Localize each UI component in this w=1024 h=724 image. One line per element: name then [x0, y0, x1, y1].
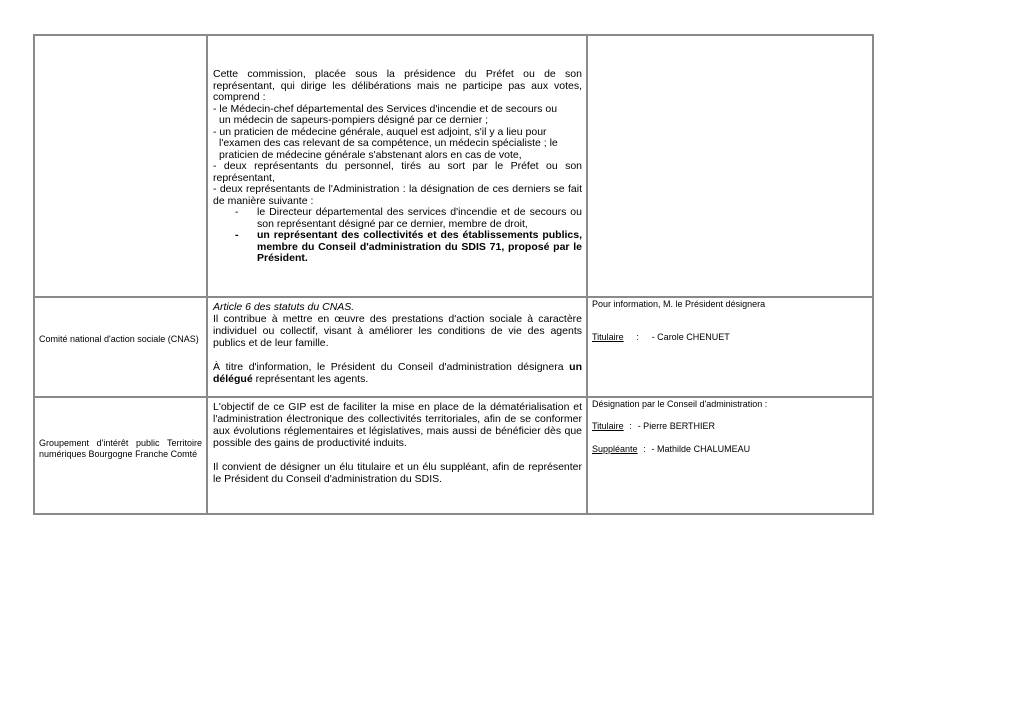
table-row: [34, 35, 873, 297]
paragraph: À titre d'information, le Président du Conseil d'administration désignera un délégué représentant les agents.: [213, 361, 582, 385]
description-cell: [207, 297, 587, 397]
suppleante-line: [592, 444, 868, 455]
table-row: [34, 397, 873, 514]
paragraph: Il contribue à mettre en œuvre des prestations d'action sociale à caractère individuel ou collectif, visant à améliorer les conditions de vie des agents publics et de leur famille.: [213, 313, 582, 349]
organism-cell: [34, 297, 207, 397]
titulaire-line: [592, 421, 868, 432]
dash-bullet: -: [235, 229, 239, 241]
titulaire-label: Titulaire: [592, 421, 624, 431]
designation-cell: [587, 297, 873, 397]
suppleante-label: Suppléante: [592, 444, 638, 454]
emphasis: un délégué: [213, 361, 582, 385]
organism-name: Comité national d'action sociale (CNAS): [39, 334, 199, 344]
member-line: - un praticien de médecine générale, auquel est adjoint, s'il y a lieu pour: [213, 125, 547, 138]
info-line: Pour information, M. le Président désignera: [592, 299, 766, 309]
member-line: praticien de médecine générale s'abstenant alors en cas de vote,: [219, 148, 522, 161]
designation-cell: [587, 397, 873, 514]
designation-cell: [587, 35, 873, 297]
list-item: [235, 207, 582, 230]
article-reference: Article 6 des statuts du CNAS.: [213, 301, 355, 313]
description-cell: [207, 35, 587, 297]
organism-name: Groupement d'intérêt public Territoire numériques Bourgogne Franche Comté: [39, 438, 202, 459]
colon: :: [629, 421, 632, 431]
organism-cell: [34, 397, 207, 514]
colon: :: [643, 444, 646, 454]
list-item-text: le Directeur départemental des services d'incendie et de secours ou son représentant désigné par ce dernier, membre de droit,: [257, 206, 582, 230]
member-line: - deux représentants du personnel, tirés au sort par le Préfet ou son représentant,: [213, 160, 582, 184]
description-cell: [207, 397, 587, 514]
dash-bullet: -: [235, 206, 239, 218]
table-row: [34, 297, 873, 397]
commission-intro: Cette commission, placée sous la présidence du Préfet ou de son représentant, qui dirige les délibérations mais ne participe pas aux votes, comprend :: [213, 68, 582, 103]
colon: :: [636, 332, 639, 342]
titulaire-line: [592, 332, 868, 343]
member-line: un médecin de sapeurs-pompiers désigné par ce dernier ;: [219, 114, 489, 126]
titulaire-value: - Pierre BERTHIER: [637, 421, 716, 431]
sub-list: [213, 207, 582, 265]
designation-table: [33, 34, 874, 515]
paragraph: L'objectif de ce GIP est de faciliter la mise en place de la dématérialisation et l'administration électronique des collectivités territoriales, afin de se conformer aux évolutions réglementaires et législatives, mais aussi de bénéficier dès que possible des gains de productivité induits.: [213, 401, 582, 449]
paragraph: Il convient de désigner un élu titulaire et un élu suppléant, afin de représenter le Président du Conseil d'administration du SDIS.: [213, 461, 582, 485]
member-line: - le Médecin-chef départemental des Services d'incendie et de secours ou: [213, 102, 558, 115]
titulaire-label: Titulaire: [592, 332, 624, 342]
member-line: l'examen des cas relevant de sa compétence, un médecin spécialiste ; le: [219, 137, 558, 149]
member-line: - deux représentants de l'Administration : la désignation de ces derniers se fait de manière suivante :: [213, 183, 582, 207]
suppleante-value: - Mathilde CHALUMEAU: [651, 444, 751, 454]
titulaire-value: - Carole CHENUET: [651, 332, 730, 342]
organism-cell: [34, 35, 207, 297]
designation-heading: Désignation par le Conseil d'administration :: [592, 399, 768, 409]
list-item-text: un représentant des collectivités et des établissements publics, membre du Conseil d'administration du SDIS 71, proposé par le Président.: [257, 229, 582, 264]
list-item: [235, 230, 582, 265]
